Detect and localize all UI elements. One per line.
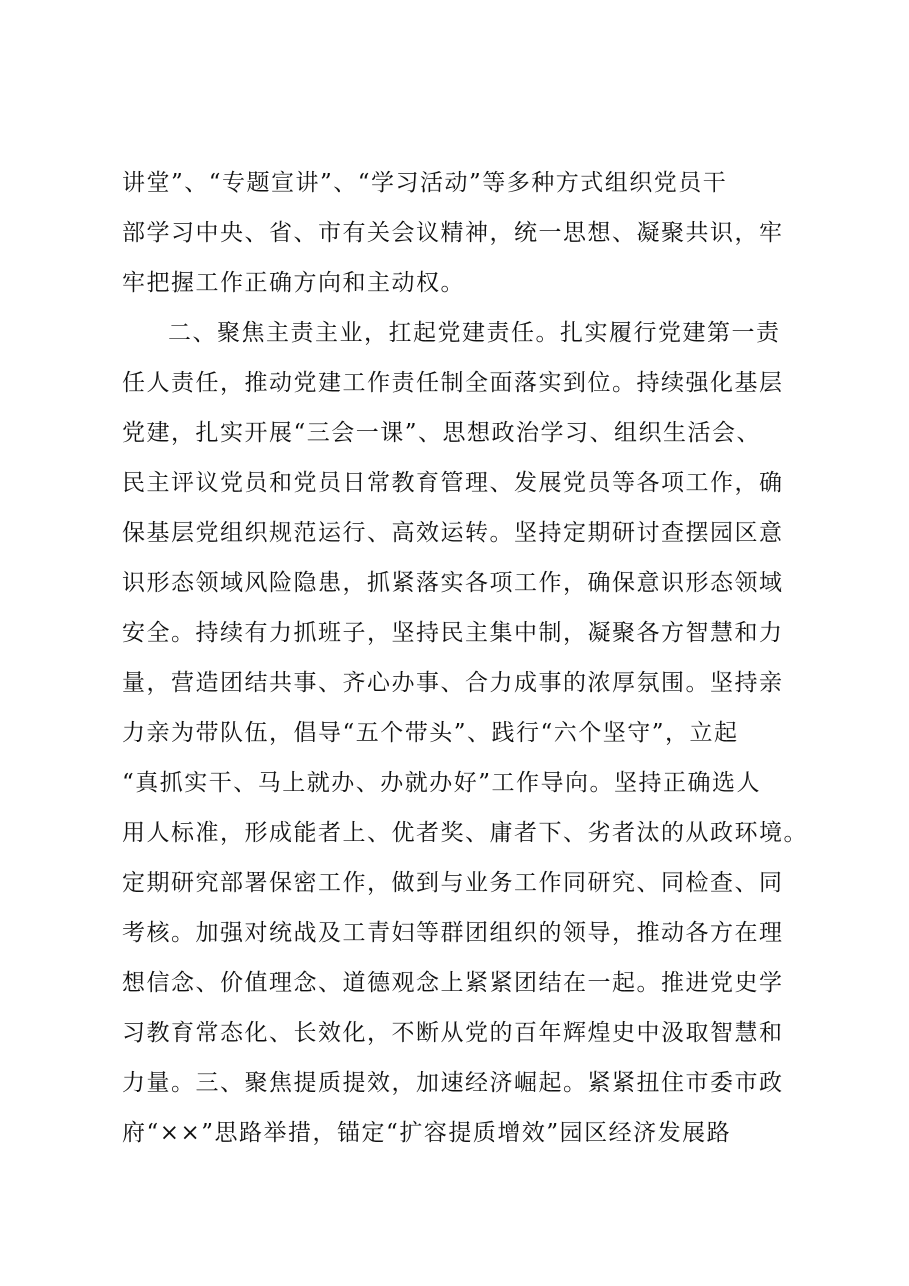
text-line: 保基层党组织规范运行、高效运转。坚持定期研讨查摆园区意 (122, 520, 784, 546)
text-line: 讲堂”、“专题宣讲”、“学习活动”等多种方式组织党员干 (122, 170, 728, 196)
text-line: 想信念、价值理念、道德观念上紧紧团结在一起。推进党史学 (122, 970, 784, 996)
text-line: 力亲为带队伍，倡导“五个带头”、践行“六个坚守”，立起 (122, 720, 739, 746)
text-line: 部学习中央、省、市有关会议精神，统一思想、凝聚共识，牢 (122, 220, 784, 246)
text-line: “真抓实干、马上就办、办就办好”工作导向。坚持正确选人 (122, 770, 762, 796)
text-line: 民主评议党员和党员日常教育管理、发展党员等各项工作，确 (122, 470, 784, 496)
text-line: 安全。持续有力抓班子，坚持民主集中制，凝聚各方智慧和力 (122, 620, 784, 646)
text-line: 识形态领域风险隐患，抓紧落实各项工作，确保意识形态领域 (122, 570, 784, 596)
text-line: 力量。三、聚焦提质提效，加速经济崛起。紧紧扭住市委市政 (122, 1070, 784, 1096)
text-line: 考核。加强对统战及工青妇等群团组织的领导，推动各方在理 (122, 920, 784, 946)
text-line: 习教育常态化、长效化，不断从党的百年辉煌史中汲取智慧和 (122, 1020, 784, 1046)
text-line: 定期研究部署保密工作，做到与业务工作同研究、同检查、同 (122, 870, 784, 896)
text-line: 量，营造团结共事、齐心办事、合力成事的浓厚氛围。坚持亲 (122, 670, 784, 696)
text-line: 府“××”思路举措，锚定“扩容提质增效”园区经济发展路 (122, 1120, 732, 1146)
paragraph-start-line: 二、聚焦主责主业，扛起党建责任。扎实履行党建第一责 (168, 320, 781, 346)
text-line: 党建，扎实开展“三会一课”、思想政治学习、组织生活会、 (122, 420, 762, 446)
text-line: 用人标准，形成能者上、优者奖、庸者下、劣者汰的从政环境。 (122, 820, 808, 846)
text-line: 任人责任，推动党建工作责任制全面落实到位。持续强化基层 (122, 370, 784, 396)
text-line: 牢把握工作正确方向和主动权。 (122, 270, 465, 296)
